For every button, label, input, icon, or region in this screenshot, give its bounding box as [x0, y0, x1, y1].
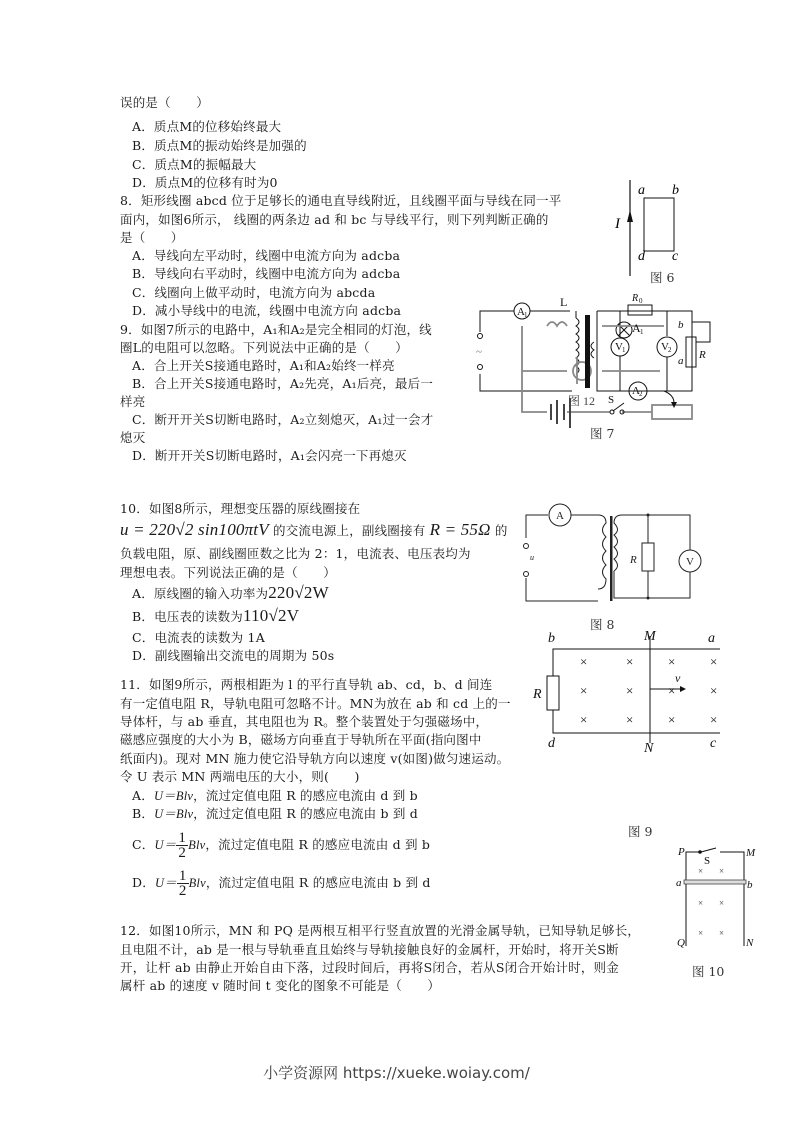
svg-text:c: c	[672, 249, 679, 264]
figure-8	[518, 498, 708, 608]
svg-text:V: V	[615, 341, 623, 353]
svg-text:b: b	[678, 319, 684, 331]
q8-option-a: A．导线向左平动时，线圈中电流方向为 adcba	[132, 248, 401, 263]
svg-text:×: ×	[710, 683, 718, 698]
svg-text:×: ×	[719, 898, 725, 908]
q7-option-b: B．质点M的振动始终是加强的	[132, 138, 307, 153]
q8-option-c: C．线圈向上做平动时，电流方向为 abcda	[132, 285, 376, 300]
q10-option-c: C．电流表的读数为 1A	[132, 630, 265, 645]
svg-text:d: d	[548, 736, 555, 751]
svg-text:~: ~	[476, 346, 482, 358]
svg-text:×: ×	[626, 683, 634, 698]
svg-text:2: 2	[639, 390, 643, 398]
svg-text:a: a	[678, 355, 684, 367]
figure-7-caption: 图 7	[590, 426, 615, 441]
svg-text:V: V	[661, 341, 669, 353]
q8-option-b: B．导线向右平动时，线圈中电流方向为 adcba	[132, 266, 401, 281]
q11-stem-line1: 11．如图9所示，两根相距为 l 的平行直导轨 ab、cd，b、d 间连	[120, 677, 493, 692]
svg-text:×: ×	[626, 654, 634, 669]
q7-option-d: D．质点M的位移有时为0	[132, 175, 278, 190]
svg-text:R: R	[632, 293, 639, 304]
q11-stem-line6: 令 U 表示 MN 两端电压的大小，则( )	[120, 769, 360, 784]
svg-text:L: L	[560, 295, 568, 309]
figure-9	[530, 626, 730, 756]
q9-option-b-cont: 样亮	[120, 394, 146, 409]
svg-text:1: 1	[524, 311, 528, 319]
q9-option-a: A．合上开关S接通电路时，A₁和A₂始终一样亮	[132, 358, 395, 373]
q11-stem-line4: 磁感应强度的大小为 B，磁场方向垂直于导轨所在平面(指向图中	[120, 732, 482, 747]
svg-text:a: a	[676, 877, 682, 889]
svg-text:2: 2	[668, 346, 672, 354]
figure-7-diagram	[472, 292, 722, 442]
svg-text:v: v	[675, 671, 681, 685]
svg-text:N: N	[644, 741, 654, 756]
svg-text:u: u	[530, 553, 534, 562]
figure-6-caption: 图 6	[650, 270, 675, 285]
q12-stem-line3: 开，让杆 ab 由静止开始自由下落，过段时间后，再将S闭合，若从S闭合开始计时，则金	[120, 960, 619, 975]
svg-text:×: ×	[710, 654, 718, 669]
q11-option-d: D．U＝ $\frac{1}{2}$ Blv，流过定值电阻 R 的感应电流由 b 到 d	[132, 868, 431, 899]
figure-12-overlay-caption: 图 12	[568, 394, 596, 408]
svg-text:Q: Q	[677, 937, 685, 949]
q7-stem-end: 误的是（ ）	[120, 95, 209, 110]
q10-option-b: B．电压表的读数为110√2V	[132, 606, 300, 625]
svg-text:S: S	[704, 855, 711, 867]
svg-text:×: ×	[580, 712, 588, 727]
fraction-one-half: $\frac{1}{2}$	[178, 868, 187, 899]
q9-stem-line1: 9．如图7所示的电路中，A₁和A₂是完全相同的灯泡，线	[120, 322, 432, 337]
q9-option-c-cont: 熄灭	[120, 430, 146, 445]
svg-text:N: N	[746, 937, 754, 949]
svg-text:M: M	[644, 629, 656, 644]
svg-text:R: R	[699, 349, 706, 361]
svg-text:S: S	[608, 394, 615, 406]
q10-option-d: D．副线圈输出交流电的周期为 50s	[132, 648, 335, 663]
q11-option-c: C．U＝ $\frac{1}{2}$ Blv，流过定值电阻 R 的感应电流由 d 到 b	[132, 830, 431, 861]
q9-option-b: B．合上开关S接通电路时，A₂先亮，A₁后亮，最后一	[132, 376, 434, 391]
footer-watermark: 小学资源网 https://xueke.woiay.com/	[263, 1064, 530, 1082]
svg-text:c: c	[710, 736, 717, 751]
figure-7	[472, 292, 722, 442]
q10-option-a-math: 220√2W	[268, 583, 329, 602]
svg-text:1: 1	[622, 346, 626, 354]
svg-text:×: ×	[698, 866, 704, 876]
svg-text:P: P	[678, 846, 685, 858]
q11-stem-line3: 导体杆，与 ab 垂直，其电阻也为 R。整个装置处于匀强磁场中，	[120, 714, 489, 729]
q11-option-a: A．U＝Blv，流过定值电阻 R 的感应电流由 d 到 b	[132, 788, 418, 803]
q11-option-b: B．U＝Blv，流过定值电阻 R 的感应电流由 b 到 d	[132, 806, 418, 821]
svg-text:V: V	[686, 556, 694, 568]
svg-text:A: A	[556, 510, 564, 522]
figure-8-caption: 图 8	[590, 617, 615, 632]
q10-stem-line3: 负载电阻，原、副线圈匝数之比为 2：1，电流表、电压表均为	[120, 546, 471, 561]
svg-text:a: a	[638, 183, 645, 198]
q12-stem-line1: 12．如图10所示，MN 和 PQ 是两根互相平行竖直放置的光滑金属导轨，已知导轨足够长，	[120, 923, 641, 938]
svg-text:1: 1	[640, 328, 644, 336]
svg-text:R: R	[630, 554, 637, 566]
q8-stem-line3: 是（ ）	[120, 230, 184, 245]
svg-text:×: ×	[710, 712, 718, 727]
figure-10-diagram	[676, 846, 756, 951]
svg-text:×: ×	[719, 866, 725, 876]
svg-text:I: I	[615, 216, 620, 232]
svg-text:×: ×	[668, 654, 676, 669]
svg-text:b: b	[548, 631, 555, 646]
svg-text:b: b	[747, 879, 753, 891]
svg-text:×: ×	[698, 898, 704, 908]
figure-9-caption: 图 9	[628, 824, 653, 839]
svg-text:A: A	[632, 321, 641, 335]
q10-formula-u: u = 220√2 sin100πtV	[120, 520, 269, 539]
svg-text:×: ×	[626, 712, 634, 727]
svg-text:b: b	[672, 183, 679, 198]
q9-option-c: C．断开开关S切断电路时，A₂立刻熄灭，A₁过一会才	[132, 412, 434, 427]
svg-text:×: ×	[668, 683, 676, 698]
figure-8-diagram	[518, 498, 708, 608]
svg-text:R: R	[533, 687, 542, 702]
figure-9-diagram	[530, 626, 730, 756]
q12-stem-line4: 属杆 ab 的速度 v 随时间 t 变化的图象不可能是（ ）	[120, 978, 441, 993]
q7-option-c: C．质点M的振幅最大	[132, 157, 257, 172]
figure-10-caption: 图 10	[692, 964, 725, 979]
q10-stem-line4: 理想电表。下列说法正确的是（ ）	[120, 565, 336, 580]
q8-stem-line1: 8．矩形线圈 abcd 位于足够长的通电直导线附近，且线圈平面与导线在同一平	[120, 193, 562, 208]
q10-formula-r: R = 55Ω	[429, 520, 491, 539]
q10-option-b-math: 110√2V	[243, 606, 300, 625]
svg-text:d: d	[638, 249, 645, 264]
q12-stem-line2: 且电阻不计，ab 是一根与导轨垂直且始终与导轨接触良好的金属杆，开始时，将开关S断	[120, 942, 619, 957]
svg-text:×: ×	[580, 654, 588, 669]
q10-stem-line2-mid: 的交流电源上，副线圈接有	[268, 523, 430, 538]
svg-text:×: ×	[719, 928, 725, 938]
q10-stem-line1: 10．如图8所示，理想变压器的原线圈接在	[120, 501, 361, 516]
svg-text:A: A	[632, 385, 640, 397]
q7-option-a: A．质点M的位移始终最大	[132, 119, 282, 134]
q10-stem-line2-end: 的	[490, 523, 508, 538]
svg-text:a: a	[708, 631, 715, 646]
q8-option-d: D．减小导线中的电流，线圈中电流方向 adcba	[132, 303, 402, 318]
svg-text:×: ×	[668, 712, 676, 727]
figure-10	[676, 846, 756, 951]
fraction-one-half: $\frac{1}{2}$	[178, 830, 187, 861]
svg-text:×: ×	[580, 683, 588, 698]
q8-stem-line2: 面内，如图6所示， 线圈的两条边 ad 和 bc 与导线平行，则下列判断正确的	[120, 212, 549, 227]
q11-stem-line5: 纸面内)。现对 MN 施力使它沿导轨方向以速度 v(如图)做匀速运动。	[120, 751, 510, 766]
q11-stem-line2: 有一定值电阻 R，导轨电阻可忽略不计。MN为放在 ab 和 cd 上的一	[120, 696, 511, 711]
q9-option-d: D．断开开关S切断电路时，A₁会闪亮一下再熄灭	[132, 448, 407, 463]
q10-stem-line2	[120, 521, 508, 540]
q9-stem-line2: 圈L的电阻可以忽略。下列说法中正确的是（ ）	[120, 340, 408, 355]
q10-option-a: A．原线圈的输入功率为220√2W	[132, 583, 329, 602]
svg-text:×: ×	[698, 928, 704, 938]
svg-text:A: A	[517, 306, 525, 318]
svg-text:M: M	[746, 847, 756, 859]
svg-text:0: 0	[639, 297, 643, 305]
